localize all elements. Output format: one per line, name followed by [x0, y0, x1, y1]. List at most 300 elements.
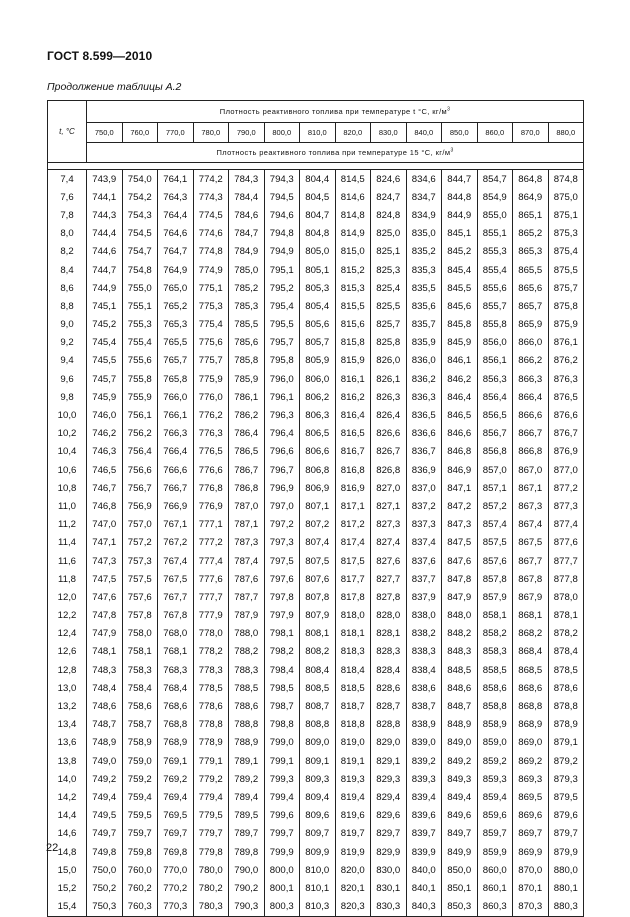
- density-cell: 769,5: [158, 807, 194, 825]
- density-cell: 815,9: [335, 352, 371, 370]
- density-cell: 777,9: [193, 607, 229, 625]
- density-cell: 808,8: [300, 716, 336, 734]
- density-cell: 744,1: [87, 188, 123, 206]
- density-cell: 808,2: [300, 643, 336, 661]
- density-cell: 749,0: [87, 752, 123, 770]
- density-cell: 860,1: [477, 879, 513, 897]
- density-cell: 835,7: [406, 316, 442, 334]
- density-cell: 816,7: [335, 443, 371, 461]
- density-cell: 838,3: [406, 643, 442, 661]
- density-cell: 804,7: [300, 206, 336, 224]
- density-cell: 845,4: [442, 261, 478, 279]
- density-cell: 744,6: [87, 243, 123, 261]
- density-cell: 820,0: [335, 861, 371, 879]
- density-cell: 755,3: [122, 316, 158, 334]
- density-cell: 824,7: [371, 188, 407, 206]
- density-cell: 827,4: [371, 534, 407, 552]
- density-cell: 775,3: [193, 297, 229, 315]
- temperature-cell: 10,2: [48, 425, 87, 443]
- density-cell: 879,6: [548, 807, 584, 825]
- density-cell: 877,4: [548, 516, 584, 534]
- density-cell: 835,2: [406, 243, 442, 261]
- density-cell: 789,1: [229, 752, 265, 770]
- density-cell: 770,0: [158, 861, 194, 879]
- density-cell: 819,1: [335, 752, 371, 770]
- density-cell: 769,8: [158, 843, 194, 861]
- density-cell: 744,4: [87, 225, 123, 243]
- density-cell: 844,9: [442, 206, 478, 224]
- density-cell: 857,1: [477, 479, 513, 497]
- density-cell: 860,0: [477, 861, 513, 879]
- table-row: [48, 443, 584, 461]
- density-cell: 815,6: [335, 316, 371, 334]
- density-cell: 784,9: [229, 243, 265, 261]
- density-cell: 798,7: [264, 697, 300, 715]
- density-cell: 798,5: [264, 679, 300, 697]
- density-cell: 755,8: [122, 370, 158, 388]
- density-cell: 794,9: [264, 243, 300, 261]
- density-cell: 760,0: [122, 861, 158, 879]
- density-cell: 808,5: [300, 679, 336, 697]
- page-number: 22: [46, 842, 59, 854]
- density-cell: 789,2: [229, 770, 265, 788]
- density-cell: 839,2: [406, 752, 442, 770]
- reference-density-row: [48, 123, 584, 143]
- density-cell: 834,7: [406, 188, 442, 206]
- density-cell: 746,7: [87, 479, 123, 497]
- density-cell: 869,5: [513, 788, 549, 806]
- density-cell: 750,3: [87, 898, 123, 917]
- density-cell: 815,8: [335, 334, 371, 352]
- table-row: [48, 516, 584, 534]
- table-row: [48, 406, 584, 424]
- density-cell: 875,4: [548, 243, 584, 261]
- density-cell: 835,3: [406, 261, 442, 279]
- density-cell: 865,3: [513, 243, 549, 261]
- density-cell: 854,7: [477, 170, 513, 189]
- density-cell: 816,2: [335, 388, 371, 406]
- reference-density-header-cell: 830,0: [371, 123, 407, 143]
- density-cell: 795,8: [264, 352, 300, 370]
- header-density-at-15-unit-exponent: 3: [450, 147, 454, 154]
- density-cell: 785,3: [229, 297, 265, 315]
- density-cell: 765,7: [158, 352, 194, 370]
- temperature-cell: 15,2: [48, 879, 87, 897]
- table-continuation-caption: Продолжение таблицы А.2: [47, 81, 182, 93]
- density-cell: 816,8: [335, 461, 371, 479]
- density-cell: 787,3: [229, 534, 265, 552]
- density-cell: 848,6: [442, 679, 478, 697]
- density-cell: 827,6: [371, 552, 407, 570]
- reference-density-header-cell: 810,0: [300, 123, 336, 143]
- temperature-cell: 15,0: [48, 861, 87, 879]
- density-cell: 815,0: [335, 243, 371, 261]
- density-cell: 786,5: [229, 443, 265, 461]
- density-cell: 855,6: [477, 279, 513, 297]
- density-cell: 868,6: [513, 679, 549, 697]
- density-cell: 837,9: [406, 588, 442, 606]
- density-cell: 797,0: [264, 497, 300, 515]
- density-cell: 828,8: [371, 716, 407, 734]
- density-cell: 779,8: [193, 843, 229, 861]
- density-cell: 818,8: [335, 716, 371, 734]
- density-cell: 879,2: [548, 752, 584, 770]
- density-cell: 870,1: [513, 879, 549, 897]
- density-cell: 797,6: [264, 570, 300, 588]
- table-row: [48, 552, 584, 570]
- density-cell: 809,0: [300, 734, 336, 752]
- density-cell: 810,0: [300, 861, 336, 879]
- temperature-cell: 12,2: [48, 607, 87, 625]
- density-cell: 743,9: [87, 170, 123, 189]
- density-cell: 866,7: [513, 425, 549, 443]
- table-row: [48, 788, 584, 806]
- density-cell: 806,0: [300, 370, 336, 388]
- density-cell: 849,9: [442, 843, 478, 861]
- density-cell: 775,1: [193, 279, 229, 297]
- density-cell: 847,1: [442, 479, 478, 497]
- table-row: [48, 770, 584, 788]
- density-cell: 796,9: [264, 479, 300, 497]
- density-cell: 848,9: [442, 716, 478, 734]
- temperature-cell: 12,4: [48, 625, 87, 643]
- density-cell: 747,8: [87, 607, 123, 625]
- density-cell: 756,4: [122, 443, 158, 461]
- density-cell: 748,4: [87, 679, 123, 697]
- density-cell: 848,3: [442, 643, 478, 661]
- density-cell: 796,6: [264, 443, 300, 461]
- density-cell: 875,1: [548, 206, 584, 224]
- density-cell: 855,7: [477, 297, 513, 315]
- density-cell: 829,3: [371, 770, 407, 788]
- density-cell: 858,6: [477, 679, 513, 697]
- density-cell: 824,8: [371, 206, 407, 224]
- density-cell: 819,3: [335, 770, 371, 788]
- density-cell: 749,5: [87, 807, 123, 825]
- density-cell: 799,0: [264, 734, 300, 752]
- density-cell: 754,5: [122, 225, 158, 243]
- density-cell: 754,0: [122, 170, 158, 189]
- density-cell: 849,4: [442, 788, 478, 806]
- temperature-cell: 7,4: [48, 170, 87, 189]
- density-cell: 785,5: [229, 316, 265, 334]
- density-cell: 766,4: [158, 443, 194, 461]
- density-cell: 758,7: [122, 716, 158, 734]
- density-cell: 826,6: [371, 425, 407, 443]
- table-row: [48, 661, 584, 679]
- density-cell: 748,3: [87, 661, 123, 679]
- density-cell: 758,6: [122, 697, 158, 715]
- density-cell: 825,3: [371, 261, 407, 279]
- density-cell: 809,9: [300, 843, 336, 861]
- density-cell: 798,4: [264, 661, 300, 679]
- temperature-cell: 12,6: [48, 643, 87, 661]
- temperature-cell: 13,2: [48, 697, 87, 715]
- density-cell: 755,6: [122, 352, 158, 370]
- density-cell: 865,1: [513, 206, 549, 224]
- density-cell: 797,5: [264, 552, 300, 570]
- temperature-cell: 14,2: [48, 788, 87, 806]
- density-cell: 868,9: [513, 716, 549, 734]
- density-cell: 805,0: [300, 243, 336, 261]
- density-cell: 829,1: [371, 752, 407, 770]
- density-cell: 815,2: [335, 261, 371, 279]
- density-cell: 870,3: [513, 898, 549, 917]
- density-cell: 880,0: [548, 861, 584, 879]
- density-cell: 765,3: [158, 316, 194, 334]
- density-cell: 810,3: [300, 898, 336, 917]
- reference-density-header-cell: 850,0: [442, 123, 478, 143]
- density-cell: 846,1: [442, 352, 478, 370]
- density-cell: 794,3: [264, 170, 300, 189]
- temperature-cell: 9,8: [48, 388, 87, 406]
- density-cell: 748,9: [87, 734, 123, 752]
- table-row: [48, 534, 584, 552]
- density-cell: 859,2: [477, 752, 513, 770]
- density-cell: 767,7: [158, 588, 194, 606]
- density-cell: 845,1: [442, 225, 478, 243]
- density-cell: 767,5: [158, 570, 194, 588]
- density-cell: 856,5: [477, 406, 513, 424]
- density-cell: 865,2: [513, 225, 549, 243]
- density-cell: 746,8: [87, 497, 123, 515]
- density-cell: 810,1: [300, 879, 336, 897]
- table-row: [48, 352, 584, 370]
- density-cell: 774,8: [193, 243, 229, 261]
- density-cell: 754,8: [122, 261, 158, 279]
- density-cell: 787,6: [229, 570, 265, 588]
- density-cell: 836,0: [406, 352, 442, 370]
- density-cell: 768,1: [158, 643, 194, 661]
- density-cell: 755,0: [122, 279, 158, 297]
- table-row: [48, 570, 584, 588]
- density-cell: 825,5: [371, 297, 407, 315]
- density-cell: 757,0: [122, 516, 158, 534]
- table-row: [48, 734, 584, 752]
- density-cell: 765,8: [158, 370, 194, 388]
- density-cell: 847,8: [442, 570, 478, 588]
- density-cell: 856,3: [477, 370, 513, 388]
- temperature-cell: 12,0: [48, 588, 87, 606]
- density-cell: 778,2: [193, 643, 229, 661]
- density-cell: 857,9: [477, 588, 513, 606]
- density-cell: 878,8: [548, 697, 584, 715]
- density-cell: 864,9: [513, 188, 549, 206]
- density-cell: 795,2: [264, 279, 300, 297]
- density-cell: 865,9: [513, 316, 549, 334]
- table-row: [48, 807, 584, 825]
- density-cell: 856,8: [477, 443, 513, 461]
- temperature-cell: 13,4: [48, 716, 87, 734]
- table-row: [48, 843, 584, 861]
- temperature-cell: 9,2: [48, 334, 87, 352]
- density-cell: 745,1: [87, 297, 123, 315]
- density-cell: 748,7: [87, 716, 123, 734]
- density-cell: 749,2: [87, 770, 123, 788]
- density-cell: 817,2: [335, 516, 371, 534]
- temperature-cell: 10,8: [48, 479, 87, 497]
- density-cell: 839,6: [406, 807, 442, 825]
- density-cell: 869,0: [513, 734, 549, 752]
- table-row: [48, 625, 584, 643]
- document-title: ГОСТ 8.599—2010: [47, 49, 153, 63]
- density-cell: 807,4: [300, 534, 336, 552]
- density-cell: 749,7: [87, 825, 123, 843]
- density-cell: 744,7: [87, 261, 123, 279]
- density-cell: 847,2: [442, 497, 478, 515]
- temperature-cell: 15,4: [48, 898, 87, 917]
- table-row: [48, 697, 584, 715]
- density-cell: 789,8: [229, 843, 265, 861]
- density-cell: 797,8: [264, 588, 300, 606]
- density-cell: 827,7: [371, 570, 407, 588]
- density-cell: 837,2: [406, 497, 442, 515]
- density-cell: 776,2: [193, 406, 229, 424]
- density-cell: 869,9: [513, 843, 549, 861]
- density-cell: 816,4: [335, 406, 371, 424]
- density-cell: 875,9: [548, 316, 584, 334]
- density-cell: 835,6: [406, 297, 442, 315]
- table-row: [48, 825, 584, 843]
- density-cell: 777,2: [193, 534, 229, 552]
- density-cell: 847,3: [442, 516, 478, 534]
- density-cell: 799,6: [264, 807, 300, 825]
- density-cell: 770,2: [158, 879, 194, 897]
- density-cell: 806,8: [300, 461, 336, 479]
- density-cell: 876,1: [548, 334, 584, 352]
- density-cell: 867,1: [513, 479, 549, 497]
- density-cell: 767,2: [158, 534, 194, 552]
- header-density-at-t-unit-exponent: 3: [447, 106, 451, 113]
- density-cell: 805,3: [300, 279, 336, 297]
- density-cell: 745,4: [87, 334, 123, 352]
- density-cell: 806,9: [300, 479, 336, 497]
- density-cell: 807,8: [300, 588, 336, 606]
- table-row: [48, 607, 584, 625]
- density-cell: 747,5: [87, 570, 123, 588]
- density-cell: 876,5: [548, 388, 584, 406]
- density-cell: 804,8: [300, 225, 336, 243]
- density-cell: 875,8: [548, 297, 584, 315]
- density-cell: 868,4: [513, 643, 549, 661]
- density-cell: 796,1: [264, 388, 300, 406]
- density-cell: 746,0: [87, 406, 123, 424]
- density-cell: 875,5: [548, 261, 584, 279]
- temperature-cell: 10,6: [48, 461, 87, 479]
- density-cell: 785,9: [229, 370, 265, 388]
- density-cell: 769,1: [158, 752, 194, 770]
- density-cell: 828,3: [371, 643, 407, 661]
- density-cell: 768,8: [158, 716, 194, 734]
- table-row: [48, 225, 584, 243]
- density-cell: 779,5: [193, 807, 229, 825]
- density-cell: 778,0: [193, 625, 229, 643]
- density-cell: 848,5: [442, 661, 478, 679]
- density-cell: 850,0: [442, 861, 478, 879]
- table-row: [48, 716, 584, 734]
- density-cell: 790,2: [229, 879, 265, 897]
- density-cell: 779,4: [193, 788, 229, 806]
- density-cell: 769,7: [158, 825, 194, 843]
- reference-density-header-cell: 840,0: [406, 123, 442, 143]
- density-cell: 765,2: [158, 297, 194, 315]
- density-cell: 795,1: [264, 261, 300, 279]
- density-cell: 789,4: [229, 788, 265, 806]
- density-cell: 849,2: [442, 752, 478, 770]
- density-cell: 759,7: [122, 825, 158, 843]
- density-cell: 869,2: [513, 752, 549, 770]
- temperature-cell: 9,6: [48, 370, 87, 388]
- density-cell: 779,7: [193, 825, 229, 843]
- density-cell: 768,0: [158, 625, 194, 643]
- density-cell: 786,7: [229, 461, 265, 479]
- reference-density-header-cell: 780,0: [193, 123, 229, 143]
- density-cell: 816,9: [335, 479, 371, 497]
- density-cell: 787,4: [229, 552, 265, 570]
- density-cell: 858,3: [477, 643, 513, 661]
- density-cell: 838,0: [406, 607, 442, 625]
- density-cell: 839,0: [406, 734, 442, 752]
- density-cell: 768,9: [158, 734, 194, 752]
- density-cell: 755,1: [122, 297, 158, 315]
- temperature-cell: 9,4: [48, 352, 87, 370]
- density-cell: 798,2: [264, 643, 300, 661]
- density-cell: 876,7: [548, 425, 584, 443]
- density-cell: 758,0: [122, 625, 158, 643]
- density-cell: 746,5: [87, 461, 123, 479]
- density-cell: 859,0: [477, 734, 513, 752]
- reference-density-header-cell: 760,0: [122, 123, 158, 143]
- density-cell: 845,8: [442, 316, 478, 334]
- density-cell: 754,7: [122, 243, 158, 261]
- table-row: [48, 588, 584, 606]
- density-cell: 820,1: [335, 879, 371, 897]
- density-cell: 878,1: [548, 607, 584, 625]
- density-cell: 849,6: [442, 807, 478, 825]
- density-cell: 837,4: [406, 534, 442, 552]
- density-cell: 765,0: [158, 279, 194, 297]
- density-cell: 788,6: [229, 697, 265, 715]
- density-cell: 846,8: [442, 443, 478, 461]
- density-cell: 857,8: [477, 570, 513, 588]
- density-cell: 876,9: [548, 443, 584, 461]
- header-density-at-15: [87, 143, 584, 163]
- density-cell: 836,7: [406, 443, 442, 461]
- density-cell: 744,3: [87, 206, 123, 224]
- density-cell: 837,3: [406, 516, 442, 534]
- density-cell: 819,0: [335, 734, 371, 752]
- density-cell: 816,5: [335, 425, 371, 443]
- density-cell: 820,3: [335, 898, 371, 917]
- density-cell: 790,3: [229, 898, 265, 917]
- density-cell: 825,4: [371, 279, 407, 297]
- density-cell: 759,0: [122, 752, 158, 770]
- density-cell: 786,8: [229, 479, 265, 497]
- density-cell: 817,8: [335, 588, 371, 606]
- density-cell: 806,6: [300, 443, 336, 461]
- density-cell: 875,7: [548, 279, 584, 297]
- density-cell: 805,9: [300, 352, 336, 370]
- density-cell: 877,7: [548, 552, 584, 570]
- density-cell: 805,4: [300, 297, 336, 315]
- table-row: [48, 243, 584, 261]
- reference-density-header-cell: 750,0: [87, 123, 123, 143]
- density-cell: 826,1: [371, 370, 407, 388]
- density-cell: 826,4: [371, 406, 407, 424]
- table-row: [48, 679, 584, 697]
- density-cell: 867,4: [513, 516, 549, 534]
- density-cell: 818,1: [335, 625, 371, 643]
